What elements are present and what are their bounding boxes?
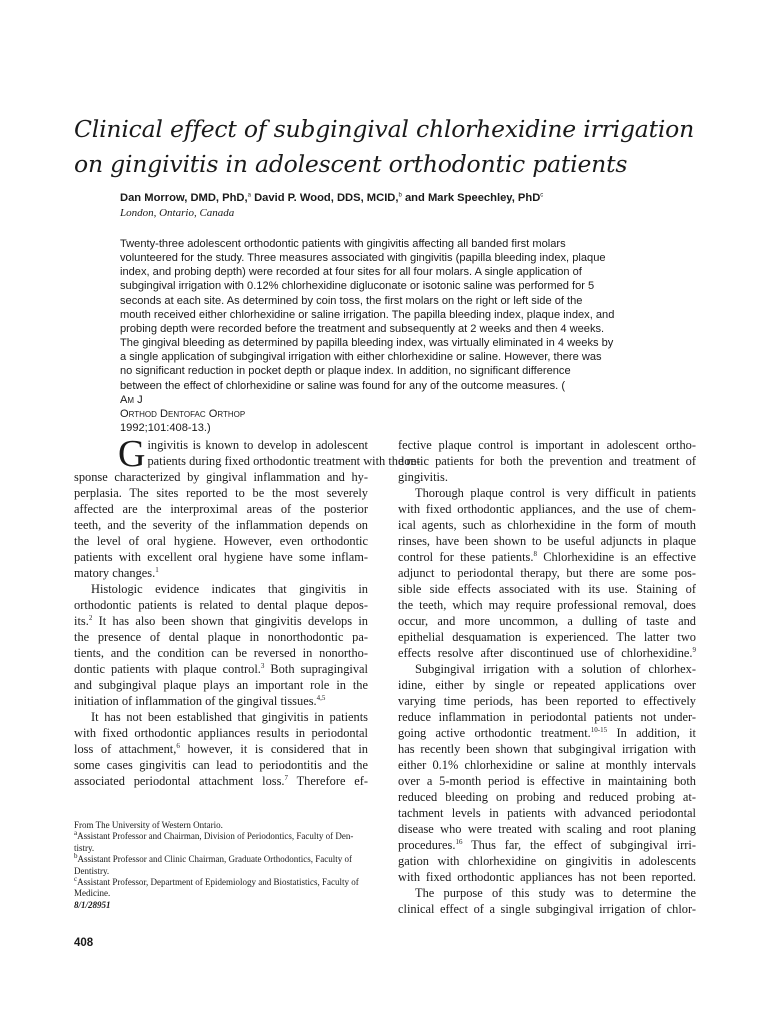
text-line: ical agents, such as chlorhexidine in the form of mouth: [398, 518, 696, 533]
text: Therefore ef-: [288, 774, 369, 789]
text: loss of attachment,: [74, 742, 177, 757]
text-line: the teeth, which may require professional removal, does: [398, 598, 696, 613]
paragraph: [74, 709, 368, 789]
citation: 4,5: [316, 694, 326, 703]
title-line-1: Clinical effect of subgingival chlorhexidine irrigation: [74, 115, 695, 143]
text-line: the presence of dental plaque in nonorthodontic pa-: [74, 630, 368, 645]
abstract-line: volunteered for the study. Three measures associated with gingivitis (papilla bleeding index, plaque: [120, 252, 606, 265]
text: its.: [74, 614, 89, 629]
abstract: [120, 237, 665, 435]
footnote-mark: c: [74, 875, 78, 884]
citation: 1: [155, 566, 159, 574]
abstract-line: [120, 379, 665, 407]
abstract-line: subgingival irrigation with 0.12% chlorhexidine digluconate or isotonic saline was performed for 5: [120, 280, 595, 293]
footnote-cont: Dentistry.: [74, 865, 110, 876]
abstract-line: no significant reduction in pocket depth or plaque index. In addition, no significant difference: [120, 365, 571, 378]
author-list: [120, 191, 720, 205]
citation: 8: [533, 549, 537, 558]
text-line: epithelial desquamation is experienced. The latter two: [398, 630, 696, 645]
paragraph: [398, 437, 696, 485]
text: Thus far, the effect of subgingival irri-: [462, 838, 696, 853]
text-line: [74, 773, 368, 789]
footnote: From The University of Western Ontario.: [74, 820, 223, 830]
footnote-mark: a: [74, 829, 78, 838]
text-line: reduce inflammation in periodontal patients not under-: [398, 710, 696, 725]
citation-journal: Am J: [120, 393, 143, 406]
footnote-cont: tistry.: [74, 842, 95, 853]
text-line: dontic patients for both the prevention and treatment of: [398, 454, 696, 469]
text-line: teeth, and the severity of the inflammation depends on: [74, 518, 368, 533]
text-line: The purpose of this study was to determine the: [415, 886, 696, 901]
paragraph: [398, 661, 696, 885]
text-line: varying time periods, has been reported to effectively: [398, 694, 696, 709]
footnote-mark: b: [74, 852, 78, 861]
page-number: 408: [74, 937, 94, 949]
author-2-mark: b: [398, 192, 402, 199]
text-line: [398, 837, 696, 853]
text-line: disease who were treated with scaling and root planing: [398, 822, 696, 837]
text-line: It has not been established that gingivitis in patients: [91, 710, 368, 725]
text-line: clinical effect of a single subgingival irrigation of chlor-: [398, 902, 696, 917]
text-line: Thorough plaque control is very difficult in patients: [415, 486, 696, 501]
text-line: tients, and the condition can be reversed in nonortho-: [74, 646, 368, 661]
text-line: with fixed orthodontic appliances results in periodontal: [74, 726, 368, 741]
body-column-left: [74, 433, 421, 789]
text-line: patients with excellent oral hygiene have some inflam-: [74, 550, 368, 565]
text-line: [74, 661, 368, 677]
abstract-line: index, and probing depth) were recorded at four sites for all four molars. A single application of: [120, 266, 582, 279]
footnote: [74, 831, 370, 842]
text-line: [74, 741, 368, 757]
author-3-mark: c: [540, 192, 544, 199]
text-line: Histologic evidence indicates that gingivitis in: [91, 582, 368, 597]
text-line: with fixed orthodontic appliances has not been reported.: [398, 870, 696, 885]
abstract-text: between the effect of chlorhexidine or saline was found for any of the outcome measures. (: [120, 379, 566, 392]
paragraph: [74, 581, 368, 709]
text-line: orthodontic patients is related to dental plaque depos-: [74, 598, 368, 613]
text-line: [398, 549, 696, 565]
footnote-text: Assistant Professor and Clinic Chairman, Graduate Orthodontics, Faculty of: [77, 854, 352, 865]
citation: 2: [88, 614, 93, 623]
abstract-line: a single application of subgingival irrigation with either chlorhexidine or saline. However, there was: [120, 351, 602, 364]
author-1-mark: a: [247, 192, 251, 199]
text-line: fective plaque control is important in adolescent ortho-: [398, 438, 696, 452]
text: control for these patients.: [398, 550, 534, 565]
text: effects resolve after discontinued use of chlorhexidine.: [398, 646, 693, 661]
text-line: [74, 565, 368, 581]
text-line: Subgingival irrigation with a solution of chlorhex-: [415, 662, 696, 677]
text-line: ingivitis is known to develop in adolescent: [147, 438, 368, 452]
citation: 9: [692, 646, 696, 655]
text: In addition, it: [607, 726, 696, 741]
text: Chlorhexidine is an effective: [536, 550, 696, 565]
text-line: adjunct to periodontal therapy, but there are some pos-: [398, 566, 696, 581]
body-column-right: [398, 437, 696, 917]
text: however, it is considered that in: [179, 742, 368, 757]
text-line: perplasia. The sites reported to be the most severely: [74, 486, 368, 501]
text-line: affected are the interproximal areas of the posterior: [74, 502, 368, 517]
drop-cap: G: [118, 433, 146, 475]
footnote-text: Assistant Professor, Department of Epidemiology and Biostatistics, Faculty of: [77, 877, 359, 888]
text: associated periodontal attachment loss.: [74, 774, 285, 789]
abstract-line: [120, 407, 665, 435]
text: matory changes.: [74, 566, 156, 581]
footnotes: [74, 820, 370, 911]
citation: 10-15: [590, 726, 608, 735]
text: It has also been shown that gingivitis develops in: [92, 614, 368, 629]
text: going active orthodontic treatment.: [398, 726, 591, 741]
text: dontic patients with plaque control.: [74, 662, 261, 677]
paragraph: [74, 433, 421, 581]
text: initiation of inflammation of the gingival tissues.: [74, 694, 317, 709]
citation: 6: [176, 742, 180, 751]
author-1: Dan Morrow, DMD, PhD,: [120, 192, 248, 204]
text-line: idine, either by single or repeated applications over: [398, 678, 696, 693]
abstract-line: The gingival bleeding as determined by papilla bleeding index, was virtually eliminated in 4 weeks by: [120, 337, 614, 350]
article-code: 8/1/28951: [74, 899, 111, 910]
text-line: [74, 693, 368, 709]
text: Both supragingival: [264, 662, 368, 677]
text-line: sible side effects associated with its use. Staining of: [398, 582, 696, 597]
text-line: over a 5-month period is effective in maintaining both: [398, 774, 696, 789]
footnote-text: Assistant Professor and Chairman, Division of Periodontics, Faculty of Den-: [77, 831, 354, 842]
paragraph: [398, 885, 696, 917]
text-line: reduced bleeding on probing and reduced probing at-: [398, 790, 696, 805]
text: procedures.: [398, 838, 456, 853]
affiliation: London, Ontario, Canada: [120, 207, 235, 219]
text-line: and subgingival plaque plays an important role in the: [74, 678, 368, 693]
abstract-line: probing depth were recorded before the treatment and subsequently at 2 weeks and then 4 weeks.: [120, 322, 605, 335]
text-line: has recently been shown that subgingival irrigation with: [398, 742, 696, 757]
text-line: tachment levels in patients with advanced periodontal: [398, 806, 696, 821]
abstract-line: mouth received either chlorhexidine or saline irrigation. The papilla bleeding index, plaque index, and: [120, 308, 615, 321]
citation-ref: 1992;101:408-13.): [120, 422, 211, 435]
text-line: patients during fixed orthodontic treatment with the re-: [147, 454, 421, 469]
title-line-2: on gingivitis in adolescent orthodontic patients: [74, 150, 628, 178]
text-line: some cases gingivitis can lead to periodontitis and the: [74, 758, 368, 773]
text-line: [74, 613, 368, 629]
text-line: gingivitis.: [398, 470, 448, 485]
paragraph: [398, 485, 696, 661]
author-2: David P. Wood, DDS, MCID,: [250, 192, 399, 204]
text-line: gation with chlorhexidine on gingivitis in adolescents: [398, 854, 696, 869]
citation: 7: [284, 774, 289, 783]
text-line: occur, and more uncommon, a dulling of taste and: [398, 614, 696, 629]
abstract-line: seconds at each site. As determined by coin toss, the first molars on the right or left side of the: [120, 294, 583, 307]
text-line: [398, 645, 696, 661]
author-3: and Mark Speechley, PhD: [401, 192, 541, 204]
citation-journal: Orthod Dentofac Orthop: [120, 407, 246, 420]
text-line: [398, 725, 696, 741]
footnote: [74, 854, 370, 865]
text-line: the level of oral hygiene. However, even orthodontic: [74, 534, 368, 549]
footnote: [74, 877, 370, 888]
text-line: rinses, have been shown to be useful adjuncts in plaque: [398, 534, 696, 549]
citation: 16: [455, 838, 463, 847]
text-line: either 0.1% chlorhexidine or saline at monthly intervals: [398, 758, 696, 773]
text-line: with fixed orthodontic appliances, and the use of chem-: [398, 502, 696, 517]
abstract-line: Twenty-three adolescent orthodontic patients with gingivitis affecting all banded first molars: [120, 238, 566, 250]
footnote-cont: Medicine.: [74, 888, 111, 899]
citation: 3: [260, 662, 265, 671]
article-title: [74, 112, 714, 182]
text-line: sponse characterized by gingival inflammation and hy-: [74, 470, 368, 485]
